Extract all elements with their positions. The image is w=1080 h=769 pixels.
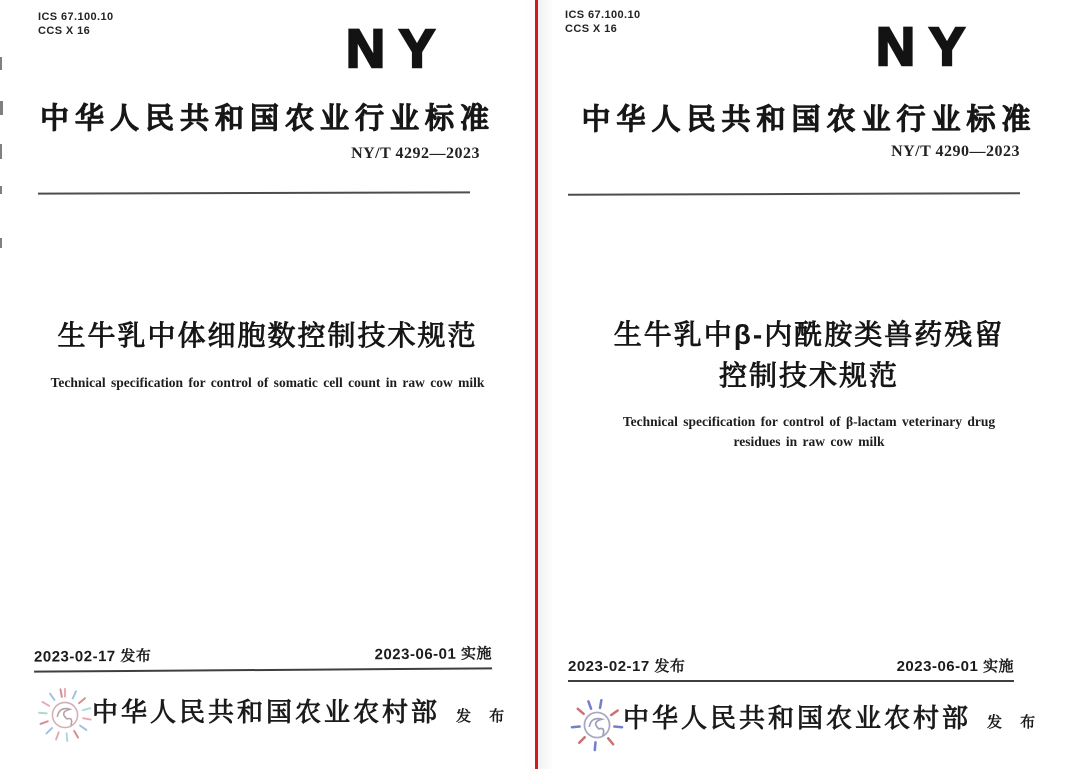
- ny-logo: NY: [346, 19, 450, 79]
- ny-logo: NY: [876, 17, 980, 77]
- ministry-seal-icon: [568, 696, 626, 754]
- publisher-name: 中华人民共和国农业农村部: [623, 704, 972, 733]
- issue-date: 2023-02-17 发布: [568, 658, 686, 675]
- cover-page-right: [538, 0, 1080, 769]
- publish-label: 发 布: [987, 714, 1043, 731]
- document-title-line1: 生牛乳中β-内酰胺类兽药残留: [613, 319, 1005, 350]
- implementation-date: 2023-06-01 实施: [896, 658, 1014, 675]
- implementation-date: 2023-06-01 实施: [374, 645, 493, 664]
- ics-code: ICS 67.100.10: [38, 11, 114, 23]
- dates-row: [568, 655, 1014, 682]
- cover-page-left: [0, 0, 535, 769]
- scan-artifact: [0, 186, 2, 194]
- ics-ccs-codes: [565, 8, 641, 36]
- publish-label: 发 布: [456, 708, 512, 725]
- document-subtitle-line2: residues in raw cow milk: [733, 434, 885, 449]
- scan-artifact: [0, 238, 2, 248]
- ics-code: ICS 67.100.10: [565, 9, 641, 21]
- ccs-code: CCS X 16: [565, 23, 618, 35]
- document-subtitle-line1: Technical specification for control of β-lactam veterinary drug: [622, 414, 996, 429]
- document-subtitle-en: Technical specification for control of somatic cell count in raw cow milk: [50, 375, 485, 390]
- issue-date: 2023-02-17 发布: [33, 647, 152, 666]
- ccs-code: CCS X 16: [38, 25, 91, 37]
- document-subtitle-en: [538, 412, 1080, 452]
- publisher-row: [92, 692, 511, 729]
- document-title: [538, 314, 1080, 396]
- standard-header: 中华人民共和国农业行业标准: [581, 104, 1037, 136]
- dates-row: [34, 642, 492, 672]
- header-rule: [38, 191, 470, 194]
- document-title-line2: 控制技术规范: [718, 360, 899, 391]
- standard-number: NY/T 4292—2023: [351, 145, 480, 162]
- ministry-seal-icon: [36, 686, 94, 744]
- header-rule: [568, 192, 1020, 196]
- document-title: 生牛乳中体细胞数控制技术规范: [57, 320, 478, 351]
- standard-number: NY/T 4290—2023: [891, 143, 1020, 160]
- publisher-name: 中华人民共和国农业农村部: [92, 698, 441, 727]
- scan-artifact: [0, 57, 2, 70]
- publisher-row: [623, 698, 1042, 735]
- ics-ccs-codes: [38, 10, 114, 38]
- standard-header: 中华人民共和国农业行业标准: [39, 103, 495, 135]
